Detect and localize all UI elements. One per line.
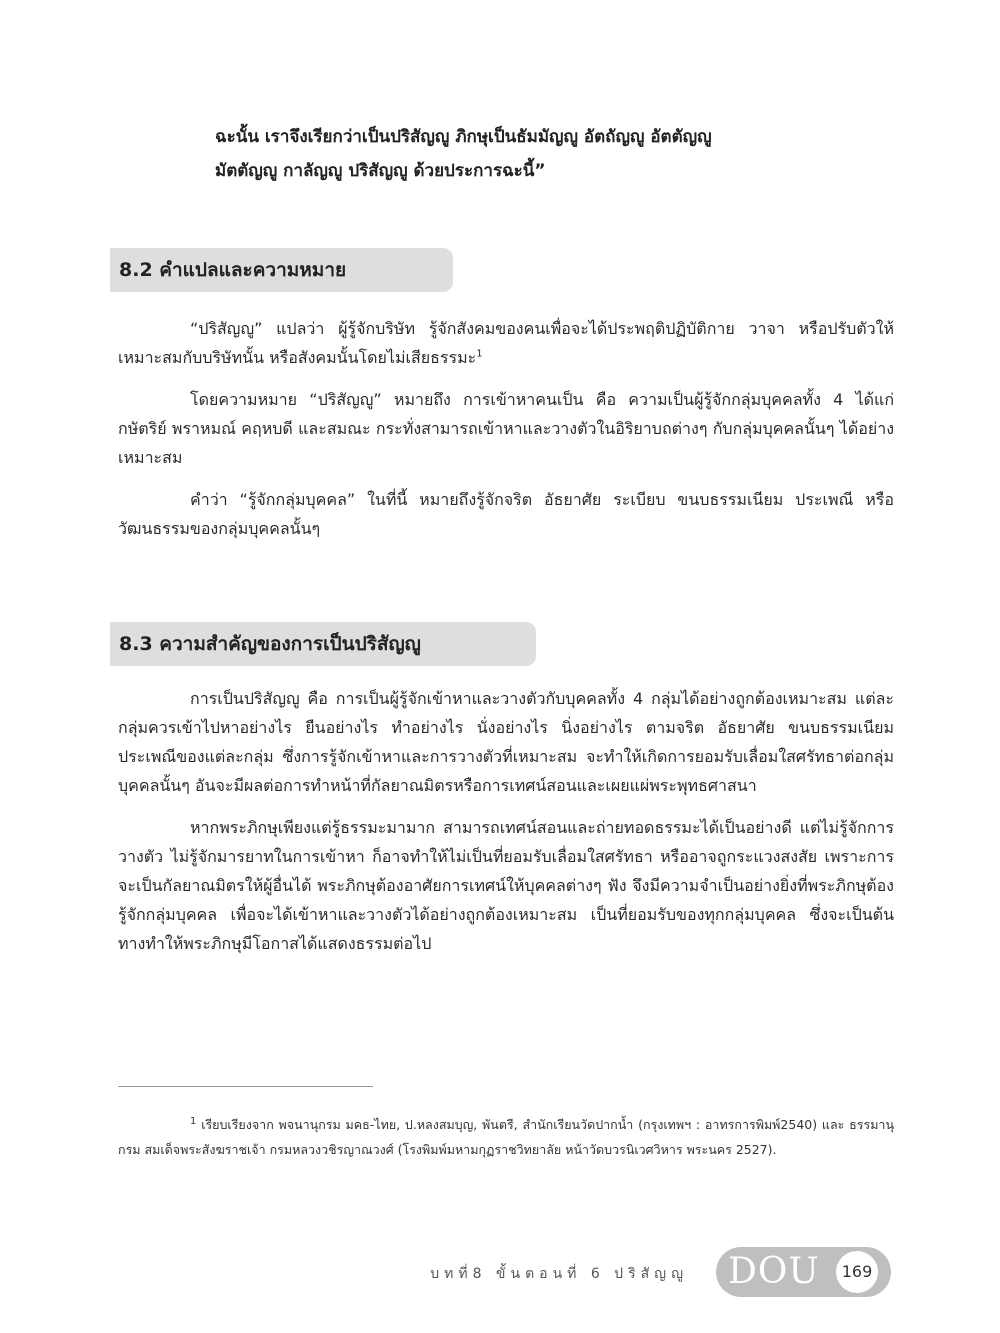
section-heading-8-2: 8.2 คำแปลและความหมาย xyxy=(110,248,453,292)
opening-quote xyxy=(215,120,855,188)
section-8-3-body xyxy=(118,684,894,971)
footnote-mark: 1 xyxy=(190,1115,197,1127)
paragraph: โดยความหมาย “ปริสัญญู” หมายถึง การเข้าหาคนเป็น คือ ความเป็นผู้รู้จักกลุ่มบุคคลทั้ง 4 ได้แก่ กษัตริย์ พราหมณ์ คฤหบดี และสมณะ กระทั่งสามารถเข้าหาและวางตัวในอิริยาบถต่างๆ กับกลุ่มบุคคลนั้นๆ ได้อย่างเหมาะสม xyxy=(118,390,894,467)
paragraph xyxy=(118,314,894,372)
dou-logo-badge xyxy=(716,1247,891,1297)
paragraph: การเป็นปริสัญญู คือ การเป็นผู้รู้จักเข้าหาและวางตัวกับบุคคลทั้ง 4 กลุ่มได้อย่างถูกต้องเหมาะสม แต่ละกลุ่มควรเข้าไปหาอย่างไร ยืนอย่างไร ทำอย่างไร นั่งอย่างไร นิ่งอย่างไร ตามจริต อัธยาศัย ขนบธรรมเนียมประเพณีของแต่ละกลุ่ม ซึ่งการรู้จักเข้าหาและการวางตัวที่เหมาะสม จะทำให้เกิดการยอมรับเลื่อมใสศรัทธาต่อกลุ่มบุคคลนั้นๆ อันจะมีผลต่อการทำหน้าที่กัลยาณมิตรหรือการเทศน์สอนและเผยแผ่พระพุทธศาสนา xyxy=(118,689,894,795)
chapter-label: บทที่8 ขั้นตอนที่ 6 ปริสัญญู xyxy=(430,1266,688,1282)
dou-logo-text: DOU xyxy=(728,1251,820,1292)
quote-line-1: ฉะนั้น เราจึงเรียกว่าเป็นปริสัญญู ภิกษุเป็นธัมมัญญู อัตถัญญู อัตตัญญู xyxy=(215,127,712,147)
footnote-text: เรียบเรียงจาก พจนานุกรม มคธ-ไทย, ป.หลงสมบุญ, พันตรี, สำนักเรียนวัดปากน้ำ (กรุงเทพฯ : อาทรการพิมพ์2540) และ ธรรมานุกรม สมเด็จพระสังฆราชเจ้า กรมหลวงวชิรญาณวงศ์ (โรงพิมพ์มหามกุฏราชวิทยาลัย หน้าวัดบวรนิเวศวิหาร พระนคร 2527). xyxy=(118,1117,894,1157)
footnote xyxy=(118,1112,894,1162)
section-heading-8-3: 8.3 ความสำคัญของการเป็นปริสัญญู xyxy=(110,622,536,666)
paragraph: หากพระภิกษุเพียงแต่รู้ธรรมะมามาก สามารถเทศน์สอนและถ่ายทอดธรรมะได้เป็นอย่างดี แต่ไม่รู้จักการวางตัว ไม่รู้จักมารยาทในการเข้าหา ก็อาจทำให้ไม่เป็นที่ยอมรับเลื่อมใสศรัทธา หรืออาจถูกระแวงสงสัย เพราะการจะเป็นกัลยาณมิตรให้ผู้อื่นได้ พระภิกษุต้องอาศัยการเทศน์ให้บุคคลต่างๆ ฟัง จึงมีความจำเป็นอย่างยิ่งที่พระภิกษุต้องรู้จักกลุ่มบุคคล เพื่อจะได้เข้าหาและวางตัวได้อย่างถูกต้องเหมาะสม เป็นที่ยอมรับของทุกกลุ่มบุคคล ซึ่งจะเป็นต้นทางทำให้พระภิกษุมีโอกาสได้แสดงธรรมต่อไป xyxy=(118,818,894,953)
page-number: 169 xyxy=(836,1251,878,1293)
quote-line-2: มัตตัญญู กาลัญญู ปริสัญญู ด้วยประการฉะนี้” xyxy=(215,161,546,181)
paragraph-text: “ปริสัญญู” แปลว่า ผู้รู้จักบริษัท รู้จักสังคมของคนเพื่อจะได้ประพฤติปฏิบัติกาย วาจา หรือปรับตัวให้เหมาะสมกับบริษัทนั้น หรือสังคมนั้นโดยไม่เสียธรรมะ xyxy=(118,319,894,367)
paragraph: คำว่า “รู้จักกลุ่มบุคคล” ในที่นี้ หมายถึงรู้จักจริต อัธยาศัย ระเบียบ ขนบธรรมเนียม ประเพณี หรือวัฒนธรรมของกลุ่มบุคคลนั้นๆ xyxy=(118,490,894,538)
page-footer xyxy=(0,1247,1000,1303)
footnote-divider xyxy=(118,1086,373,1087)
footnote-reference: 1 xyxy=(476,348,483,360)
section-8-2-body xyxy=(118,314,894,556)
